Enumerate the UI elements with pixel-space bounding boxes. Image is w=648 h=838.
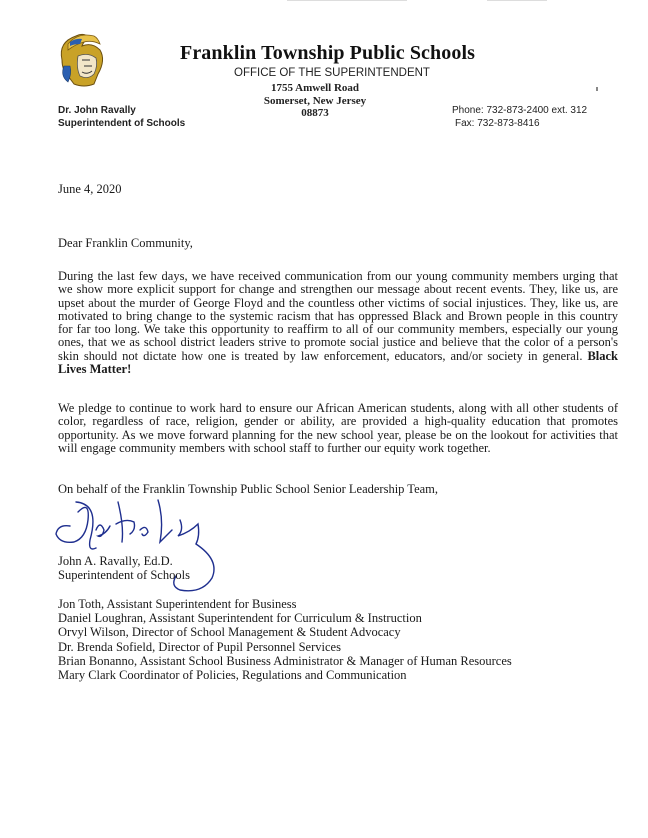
paragraph-1-emphasis: Black Lives Matter! [58, 348, 619, 377]
superintendent-title: Superintendent of Schools [58, 118, 186, 129]
phone-number: Phone: 732-873-2400 ext. 312 [452, 105, 588, 116]
superintendent-name: Dr. John Ravally [58, 105, 136, 116]
staff-item: Dr. Brenda Sofield, Director of Pupil Personnel Services [58, 639, 341, 654]
staff-item: Daniel Loughran, Assistant Superintendent for Curriculum & Instruction [58, 611, 422, 626]
paragraph-2: We pledge to continue to work hard to ensure our African American students, along with all other students of color, regardless of race, religion, gender or ability, are provided a high-quality education that promotes opportunity. As we move forward planning for the new school year, please be on the lookout for activities that will engage community members with school staff to further our equity work together. [58, 401, 618, 455]
office-title: OFFICE OF THE SUPERINTENDENT [234, 67, 430, 79]
salutation: Dear Franklin Community, [58, 236, 193, 250]
closing-line: On behalf of the Franklin Township Public School Senior Leadership Team, [58, 482, 439, 496]
scan-edge-line [487, 0, 547, 1]
staff-item: Jon Toth, Assistant Superintendent for Business [58, 597, 297, 611]
staff-list [58, 597, 512, 682]
signer-name: John A. Ravally, Ed.D. [58, 554, 173, 568]
signer-title: Superintendent of Schools [58, 568, 190, 582]
staff-item: Mary Clark Coordinator of Policies, Regulations and Communication [58, 668, 407, 683]
handwritten-signature [30, 490, 240, 600]
fax-number: Fax: 732-873-8416 [455, 118, 540, 129]
paragraph-1 [58, 270, 618, 376]
address-line-2: Somerset, New Jersey 08873 [263, 95, 367, 119]
contact-block [452, 104, 587, 130]
scan-edge-line [287, 0, 407, 1]
address-line-1: 1755 Amwell Road [271, 82, 359, 94]
paragraph-1-text: During the last few days, we have received communication from our young community members urging that we show more explicit support for change and strengthen our message about recent events. They, like us, are upset about the murder of George Floyd and the countless other victims of social injustices. They, like us, are motivated to bring change to the systemic racism that has oppressed Black and Brown people in this country for far too long. We take this opportunity to reaffirm to all of our community members, especially our young ones, that we as school district leaders strive to promote social justice and believe that the color of a person's skin should not dictate how one is treated by law enforcement, educators, and/or society in general. [58, 269, 618, 363]
letter-date: June 4, 2020 [58, 182, 122, 196]
scan-mark [596, 87, 598, 91]
superintendent-block [58, 104, 185, 130]
staff-item: Brian Bonanno, Assistant School Business Administrator & Manager of Human Resources [58, 653, 512, 668]
staff-item: Orvyl Wilson, Director of School Management & Student Advocacy [58, 625, 401, 640]
spartan-helmet-logo-icon [54, 30, 108, 90]
organization-name: Franklin Township Public Schools [180, 42, 475, 64]
